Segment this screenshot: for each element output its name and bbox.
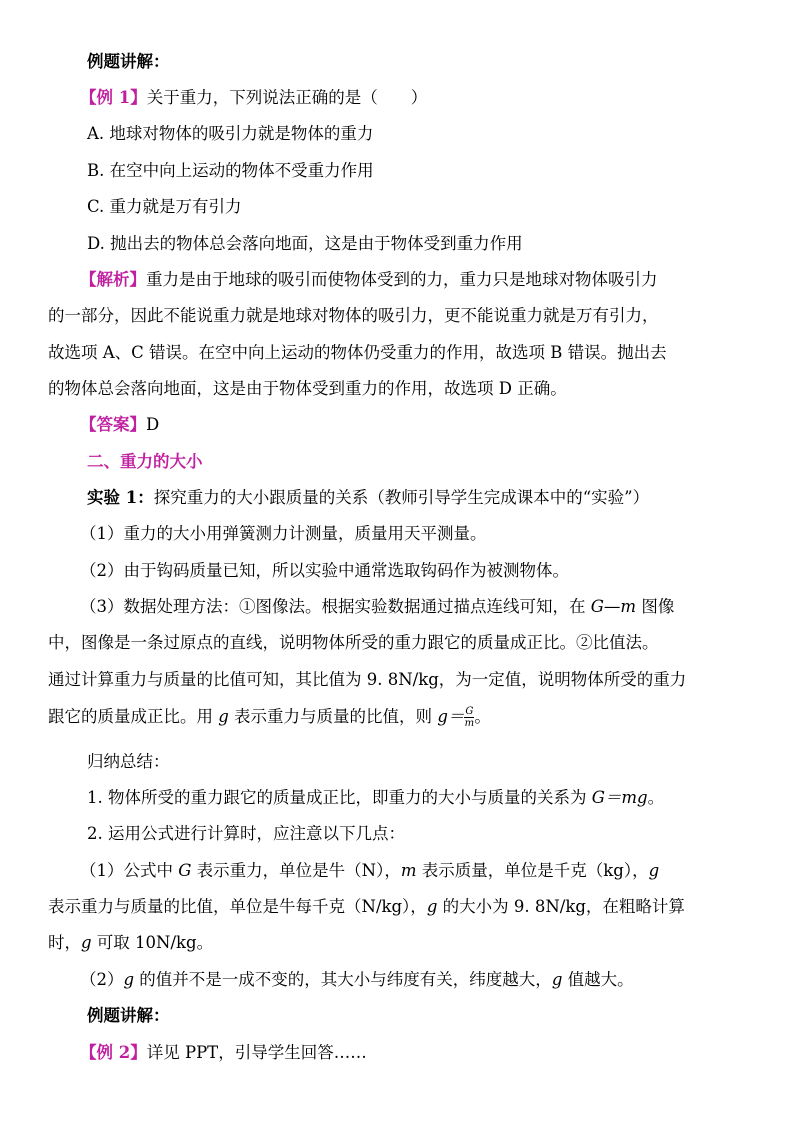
paragraph-1: （1）重力的大小用弹簧测力计测量，质量用天平测量。 bbox=[80, 524, 487, 543]
p3-text-1: （3）数据处理方法：①图像法。根据实验数据通过描点连线可知，在 bbox=[80, 597, 591, 616]
example2-line bbox=[80, 1043, 367, 1063]
summary-item-2: 2. 运用公式进行计算时，应注意以下几点： bbox=[87, 824, 405, 843]
p3-text-4a: 跟它的质量成正比。用 bbox=[48, 707, 219, 726]
s1-end: 。 bbox=[647, 788, 665, 807]
s21-b: 表示重力，单位是牛（N）， bbox=[191, 861, 401, 880]
s22-c: 值越大。 bbox=[562, 970, 634, 989]
analysis-text-2: 的一部分，因此不能说重力就是地球对物体的吸引力，更不能说重力就是万有引力， bbox=[48, 306, 659, 325]
formula-g-equals-mg: G＝mg bbox=[591, 788, 648, 807]
summary-heading: 归纳总结： bbox=[87, 752, 170, 771]
example1-option-b: B. 在空中向上运动的物体不受重力作用 bbox=[87, 161, 374, 180]
example-heading: 例题讲解： bbox=[87, 52, 170, 71]
analysis-text-3: 故选项 A、C 错误。在空中向上运动的物体仍受重力的作用，故选项 B 错误。抛出去 bbox=[48, 343, 667, 362]
analysis-tag: 【解析】 bbox=[80, 270, 146, 289]
answer-value: D bbox=[146, 415, 160, 434]
s21-a: （1）公式中 bbox=[80, 861, 179, 880]
p3-text-4-end: 。 bbox=[474, 707, 491, 726]
summary-2-1-line-1 bbox=[80, 861, 659, 881]
G-var: G bbox=[178, 861, 192, 880]
example1-option-a: A. 地球对物体的吸引力就是物体的重力 bbox=[87, 124, 374, 143]
s21-c: 表示质量，单位是千克（kg）， bbox=[416, 861, 649, 880]
g-equals: g＝ bbox=[437, 707, 465, 726]
summary-2-2 bbox=[80, 970, 634, 990]
analysis-text-4: 的物体总会落向地面，这是由于物体受到重力的作用，故选项 D 正确。 bbox=[48, 379, 567, 398]
example2-tag: 【例 2】 bbox=[80, 1043, 147, 1062]
s21-line2-a: 表示重力与质量的比值，单位是牛每千克（N/kg）， bbox=[48, 897, 427, 916]
analysis-text-1: 重力是由于地球的吸引而使物体受到的力，重力只是地球对物体吸引力 bbox=[146, 270, 658, 289]
fraction-denominator: m bbox=[464, 718, 475, 729]
example1-tag: 【例 1】 bbox=[80, 88, 147, 107]
g-var-3: g bbox=[426, 897, 438, 916]
example1-option-d: D. 抛出去的物体总会落向地面，这是由于物体受到重力作用 bbox=[87, 234, 523, 253]
paragraph-3-line-1 bbox=[80, 597, 674, 617]
section-title-gravity-magnitude: 二、重力的大小 bbox=[87, 452, 203, 471]
fraction-g-over-m bbox=[464, 706, 474, 729]
s22-a: （2） bbox=[80, 970, 124, 989]
paragraph-3-line-3: 通过计算重力与质量的比值可知，其比值为 9. 8N/kg，为一定值，说明物体所受的重力 bbox=[48, 670, 687, 689]
m-var: m bbox=[400, 861, 417, 880]
example-heading-2: 例题讲解： bbox=[87, 1006, 170, 1025]
s1-text: 1. 物体所受的重力跟它的质量成正比，即重力的大小与质量的关系为 bbox=[87, 788, 592, 807]
example2-text: 详见 PPT，引导学生回答…… bbox=[146, 1043, 367, 1062]
paragraph-3-line-4 bbox=[48, 706, 491, 729]
example1-analysis-line-1 bbox=[80, 270, 658, 290]
paragraph-2: （2）由于钩码质量已知，所以实验中通常选取钩码作为被测物体。 bbox=[80, 561, 569, 580]
paragraph-3-line-2: 中，图像是一条过原点的直线，说明物体所受的重力跟它的质量成正比。②比值法。 bbox=[48, 633, 659, 652]
p3-text-1-end: 图像 bbox=[636, 597, 675, 616]
summary-2-1-line-3 bbox=[48, 933, 213, 953]
experiment-label: 实验 1： bbox=[87, 488, 154, 507]
example1-option-c: C. 重力就是万有引力 bbox=[87, 197, 242, 216]
example1-answer-line bbox=[80, 415, 159, 435]
example1-question: 关于重力，下列说法正确的是（ ） bbox=[146, 88, 428, 107]
g-var: g bbox=[218, 707, 229, 726]
experiment-line bbox=[87, 488, 649, 508]
g-var-5: g bbox=[123, 970, 135, 989]
summary-2-1-line-2 bbox=[48, 897, 685, 917]
fraction-numerator: G bbox=[465, 706, 474, 717]
g-m-graph-var: G—m bbox=[590, 597, 637, 616]
experiment-text: 探究重力的大小跟质量的关系（教师引导学生完成课本中的“实验”） bbox=[153, 488, 650, 507]
g-var-2: g bbox=[648, 861, 660, 880]
s21-line3-a: 时， bbox=[48, 933, 81, 952]
g-var-4: g bbox=[81, 933, 92, 952]
g-var-6: g bbox=[551, 970, 563, 989]
s21-line3-b: 可取 10N/kg。 bbox=[91, 933, 214, 952]
summary-item-1 bbox=[87, 788, 664, 808]
answer-tag: 【答案】 bbox=[80, 415, 146, 434]
s22-b: 的值并不是一成不变的，其大小与纬度有关，纬度越大， bbox=[134, 970, 552, 989]
p3-text-4b: 表示重力与质量的比值，则 bbox=[228, 707, 438, 726]
example1-question-line bbox=[80, 88, 427, 108]
s21-line2-b: 的大小为 9. 8N/kg，在粗略计算 bbox=[437, 897, 685, 916]
